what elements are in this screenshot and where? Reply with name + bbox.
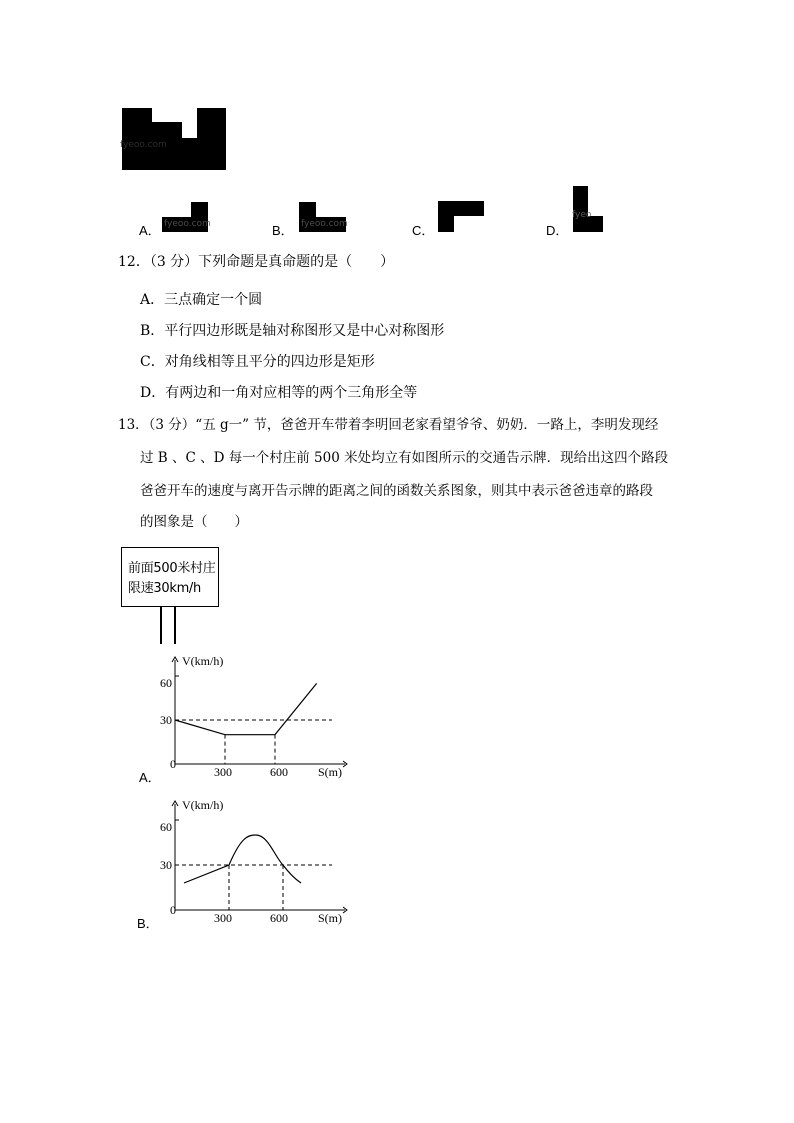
option-label: A． (139, 223, 161, 238)
y-tick-label: 30 (160, 858, 172, 872)
x-tick-label: 600 (270, 911, 288, 925)
y-tick-label: 60 (160, 820, 172, 834)
watermark: fyeoo.com (301, 219, 348, 229)
x-axis-label: S(m) (318, 765, 342, 779)
x-axis-label: S(m) (318, 911, 342, 925)
q12-option-b[interactable]: B．平行四边形既是轴对称图形又是中心对称图形 (140, 323, 445, 339)
option-label: B． (272, 223, 294, 238)
watermark: fyeoo.com (164, 219, 211, 229)
y-tick-label: 60 (160, 676, 172, 690)
q13-stem-line1: 13．（3 分）“五 g一” 节，爸爸开车带着李明回老家看望爷爷、奶奶．一路上，李明发现经 (118, 417, 659, 433)
q12-stem: 12．（3 分）下列命题是真命题的是（ ） (118, 254, 395, 270)
graph-option-label: B． (137, 916, 159, 931)
origin-label: 0 (170, 757, 176, 771)
sign-text-line1: 前面500米村庄 (128, 561, 216, 576)
q13-stem-line4: 的图象是（ ） (140, 514, 248, 530)
watermark: fyeo (572, 210, 592, 220)
option-label: C． (412, 223, 435, 238)
q12-option-d[interactable]: D．有两边和一角对应相等的两个三角形全等 (140, 385, 418, 401)
q13-stem-line3: 爸爸开车的速度与离开告示牌的距离之间的函数关系图象，则其中表示爸爸违章的路段 (140, 483, 653, 499)
origin-label: 0 (170, 903, 176, 917)
graph-option-label: A． (139, 770, 161, 785)
y-tick-label: 30 (160, 713, 172, 727)
x-tick-label: 300 (214, 765, 232, 779)
x-tick-label: 600 (270, 765, 288, 779)
option-label: D． (546, 223, 569, 238)
x-tick-label: 300 (214, 911, 232, 925)
y-axis-label: V(km/h) (182, 654, 224, 668)
q12-option-c[interactable]: C．对角线相等且平分的四边形是矩形 (140, 354, 375, 370)
sign-text-line2: 限速30km/h (128, 581, 201, 596)
q13-stem-line2: 过 B 、C 、D 每一个村庄前 500 米处均立有如图所示的交通告示牌．现给出这四个路段 (140, 450, 669, 466)
watermark: fyeoo.com (120, 140, 167, 150)
q12-option-a[interactable]: A．三点确定一个圆 (140, 292, 263, 308)
y-axis-label: V(km/h) (182, 798, 224, 812)
